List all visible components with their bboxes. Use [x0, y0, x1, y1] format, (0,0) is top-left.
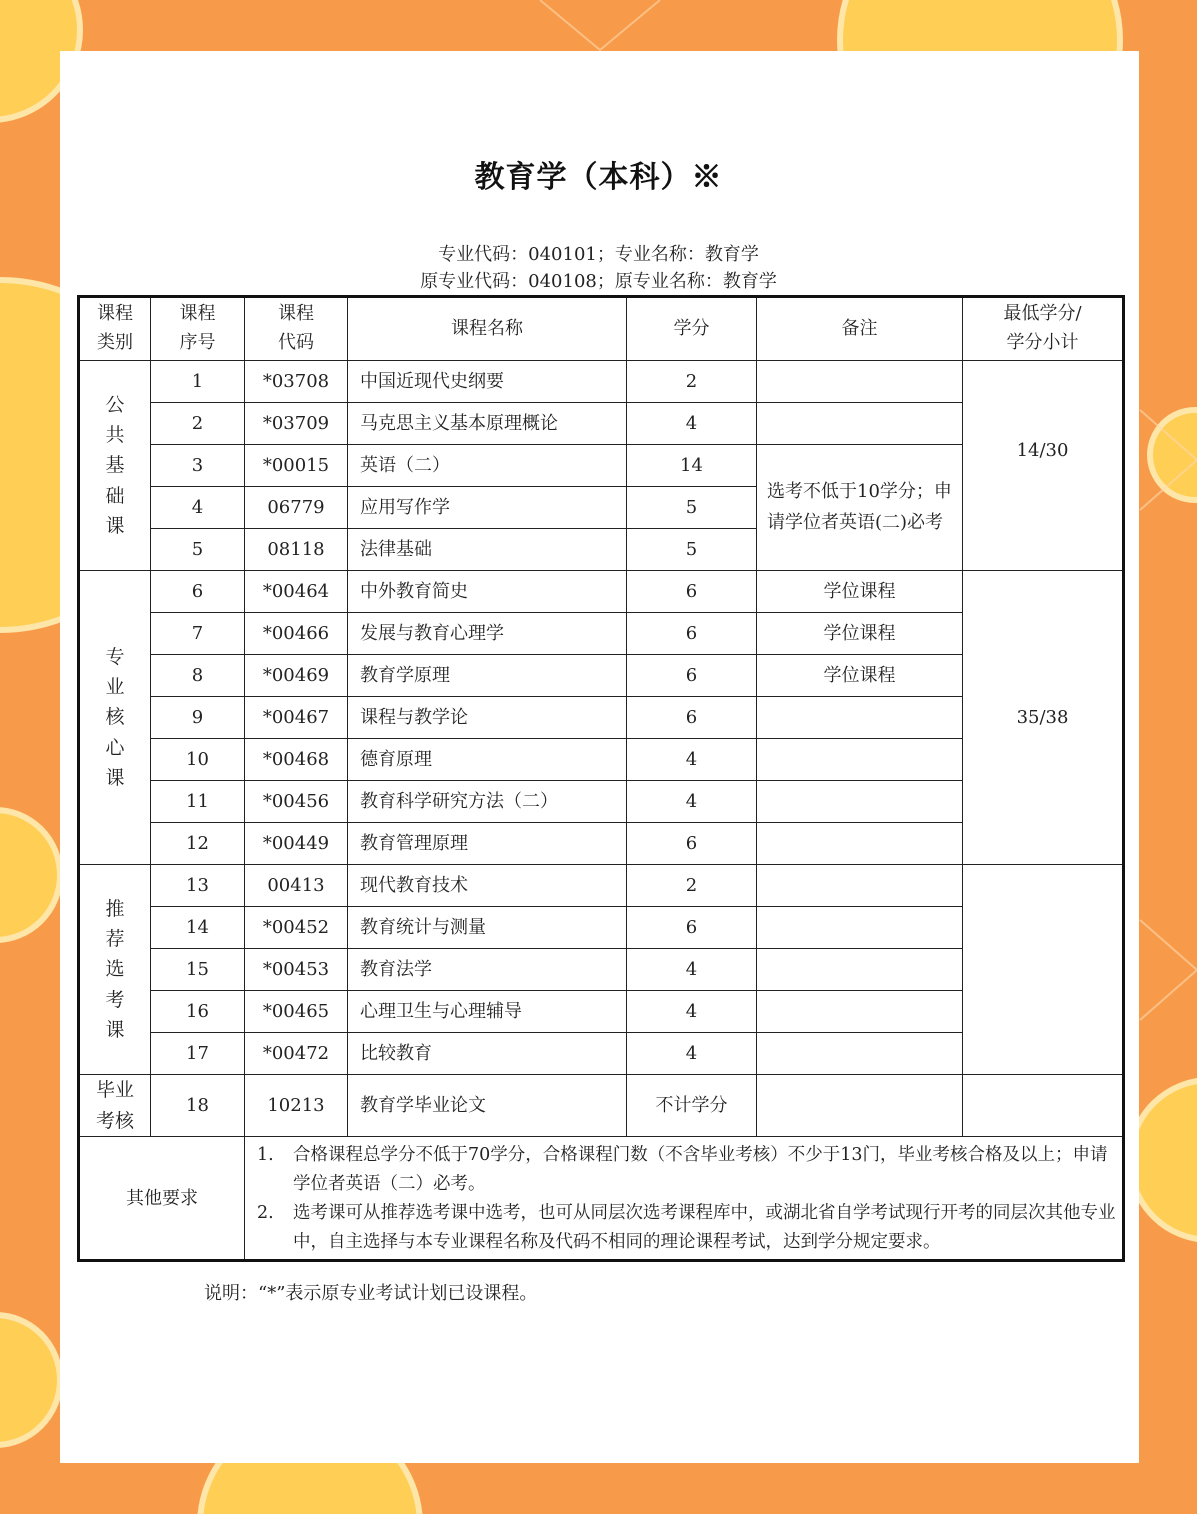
row-credit: 4 — [627, 739, 757, 781]
table-row — [79, 361, 1124, 403]
row-seq: 18 — [151, 1075, 245, 1137]
row-credit: 6 — [627, 697, 757, 739]
subtotal-major-core: 35/38 — [963, 571, 1124, 865]
row-name: 课程与教学论 — [348, 697, 627, 739]
row-seq: 14 — [151, 907, 245, 949]
other-requirements-list — [245, 1137, 1124, 1261]
course-plan-table — [77, 295, 1125, 1262]
row-code: *00468 — [245, 739, 348, 781]
row-code: 10213 — [245, 1075, 348, 1137]
row-seq: 6 — [151, 571, 245, 613]
subtotal-recommended — [963, 865, 1124, 1075]
row-name: 心理卫生与心理辅导 — [348, 991, 627, 1033]
row-name: 中国近现代史纲要 — [348, 361, 627, 403]
row-name: 教育统计与测量 — [348, 907, 627, 949]
row-credit: 6 — [627, 655, 757, 697]
row-credit: 4 — [627, 403, 757, 445]
row-name: 德育原理 — [348, 739, 627, 781]
row-remark — [757, 1075, 963, 1137]
row-code: *00452 — [245, 907, 348, 949]
row-credit: 4 — [627, 1033, 757, 1075]
header-credit: 学分 — [627, 297, 757, 361]
orange-slice-icon — [0, 1315, 60, 1445]
row-seq: 9 — [151, 697, 245, 739]
row-seq: 4 — [151, 487, 245, 529]
row-remark — [757, 865, 963, 907]
orange-slice-icon — [0, 810, 60, 940]
row-seq: 8 — [151, 655, 245, 697]
row-name: 教育科学研究方法（二） — [348, 781, 627, 823]
row-credit: 2 — [627, 865, 757, 907]
row-code: *03709 — [245, 403, 348, 445]
row-code: *00467 — [245, 697, 348, 739]
table-row — [79, 571, 1124, 613]
row-code: *00466 — [245, 613, 348, 655]
row-name: 教育管理原理 — [348, 823, 627, 865]
row-credit: 不计学分 — [627, 1075, 757, 1137]
row-subtotal — [963, 1075, 1124, 1137]
row-remark: 学位课程 — [757, 655, 963, 697]
row-code: 06779 — [245, 487, 348, 529]
row-seq: 11 — [151, 781, 245, 823]
row-code: 08118 — [245, 529, 348, 571]
row-seq: 15 — [151, 949, 245, 991]
row-credit: 6 — [627, 907, 757, 949]
row-credit: 14 — [627, 445, 757, 487]
row-name: 马克思主义基本原理概论 — [348, 403, 627, 445]
requirement-item: 2. 选考课可从推荐选考课中选考，也可从同层次选考课程库中，或湖北省自学考试现行开考的同层次其他专业中，自主选择与本专业课程名称及代码不相同的理论课程考试，达到学分规定要求。 — [257, 1203, 1116, 1252]
row-seq: 12 — [151, 823, 245, 865]
row-name: 应用写作学 — [348, 487, 627, 529]
other-requirements-row — [79, 1137, 1124, 1261]
row-name: 教育学原理 — [348, 655, 627, 697]
row-seq: 2 — [151, 403, 245, 445]
row-credit: 4 — [627, 781, 757, 823]
row-code: 00413 — [245, 865, 348, 907]
row-seq: 10 — [151, 739, 245, 781]
row-code: *03708 — [245, 361, 348, 403]
row-credit: 6 — [627, 571, 757, 613]
english-remark: 选考不低于10学分；申请学位者英语(二)必考 — [757, 445, 963, 571]
row-name: 比较教育 — [348, 1033, 627, 1075]
row-name: 英语（二） — [348, 445, 627, 487]
row-remark — [757, 1033, 963, 1075]
subtotal-public-basic: 14/30 — [963, 361, 1124, 571]
table-row — [79, 865, 1124, 907]
page-title: 教育学（本科）※ — [474, 160, 723, 195]
row-remark — [757, 697, 963, 739]
row-code: *00456 — [245, 781, 348, 823]
row-seq: 13 — [151, 865, 245, 907]
row-name: 中外教育简史 — [348, 571, 627, 613]
category-public-basic: 公 共 基 础 课 — [79, 361, 151, 571]
row-code: *00015 — [245, 445, 348, 487]
footnote: 说明：“*”表示原专业考试计划已设课程。 — [204, 1283, 538, 1304]
row-credit: 2 — [627, 361, 757, 403]
category-recommended: 推 荐 选 考 课 — [79, 865, 151, 1075]
row-code: *00464 — [245, 571, 348, 613]
row-remark — [757, 739, 963, 781]
row-name: 现代教育技术 — [348, 865, 627, 907]
row-name: 教育学毕业论文 — [348, 1075, 627, 1137]
row-remark — [757, 991, 963, 1033]
row-remark — [757, 823, 963, 865]
header-seq: 课程 序号 — [151, 297, 245, 361]
row-seq: 7 — [151, 613, 245, 655]
row-remark — [757, 403, 963, 445]
row-credit: 6 — [627, 823, 757, 865]
row-name: 教育法学 — [348, 949, 627, 991]
row-seq: 1 — [151, 361, 245, 403]
header-remark: 备注 — [757, 297, 963, 361]
row-name: 法律基础 — [348, 529, 627, 571]
header-name: 课程名称 — [348, 297, 627, 361]
other-requirements-label: 其他要求 — [79, 1137, 245, 1261]
row-credit: 5 — [627, 487, 757, 529]
table-row — [79, 1075, 1124, 1137]
header-min-credit: 最低学分/ 学分小计 — [963, 297, 1124, 361]
row-code: *00472 — [245, 1033, 348, 1075]
row-code: *00453 — [245, 949, 348, 991]
row-credit: 4 — [627, 949, 757, 991]
row-remark — [757, 907, 963, 949]
original-major-code-line: 原专业代码：040108；原专业名称：教育学 — [420, 271, 777, 292]
row-remark — [757, 949, 963, 991]
row-seq: 16 — [151, 991, 245, 1033]
row-seq: 3 — [151, 445, 245, 487]
category-major-core: 专 业 核 心 课 — [79, 571, 151, 865]
row-code: *00465 — [245, 991, 348, 1033]
header-category: 课程 类别 — [79, 297, 151, 361]
category-graduation: 毕业 考核 — [79, 1075, 151, 1137]
orange-slice-icon — [1130, 1080, 1197, 1240]
major-code-line: 专业代码：040101；专业名称：教育学 — [438, 244, 759, 265]
row-seq: 17 — [151, 1033, 245, 1075]
row-name: 发展与教育心理学 — [348, 613, 627, 655]
row-remark — [757, 781, 963, 823]
requirement-item: 1. 合格课程总学分不低于70学分，合格课程门数（不含毕业考核）不少于13门，毕业考核合格及以上；申请学位者英语（二）必考。 — [257, 1145, 1108, 1195]
row-remark: 学位课程 — [757, 571, 963, 613]
row-credit: 5 — [627, 529, 757, 571]
header-code: 课程 代码 — [245, 297, 348, 361]
table-header-row — [79, 297, 1124, 361]
row-seq: 5 — [151, 529, 245, 571]
row-remark — [757, 361, 963, 403]
row-code: *00449 — [245, 823, 348, 865]
row-code: *00469 — [245, 655, 348, 697]
row-credit: 6 — [627, 613, 757, 655]
row-remark: 学位课程 — [757, 613, 963, 655]
row-credit: 4 — [627, 991, 757, 1033]
